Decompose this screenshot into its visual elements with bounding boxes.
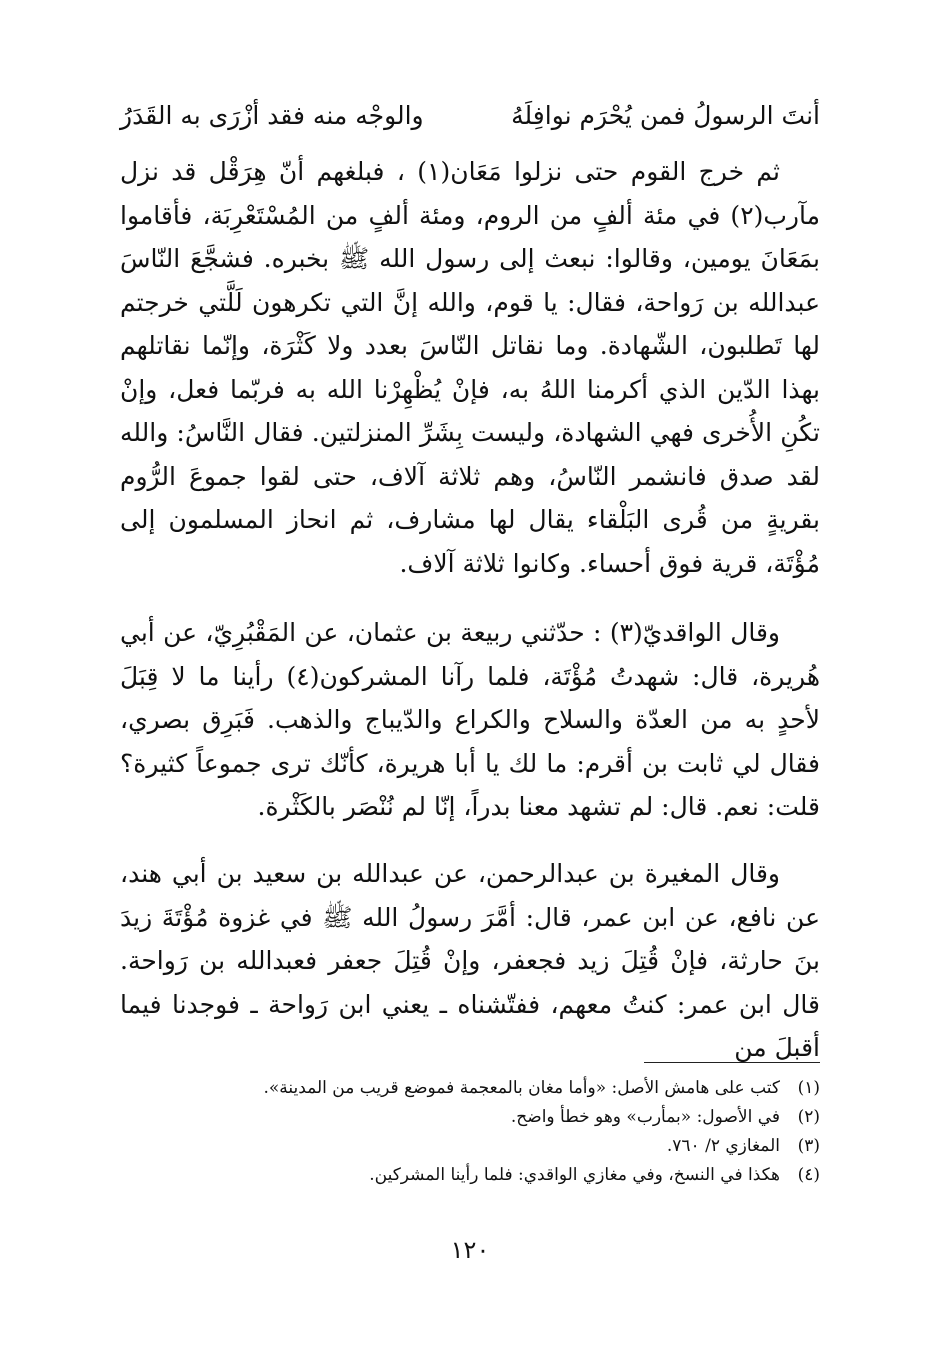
verse-hemistich-1: أنتَ الرسولُ فمن يُحْرَم نوافِلَهُ: [511, 101, 820, 130]
footnote-separator: [644, 1062, 820, 1063]
paragraph-text: وقال المغيرة بن عبدالرحمن، عن عبدالله بن سعيد بن أبي هند، عن نافع، عن ابن عمر، قال: أمَّرَ رسولُ الله ﷺ في غزوة مُؤْتَةَ زيدَ بنَ حارثة، فإنْ قُتِلَ زيد فجعفر، وإنْ قُتِلَ جعفر فعبدالله بن رَواحة. قال ابن عمر: كنتُ معهم، ففتّشناه ـ يعني ابن رَواحة ـ فوجدنا فيما أقبلَ من: [120, 859, 820, 1062]
footnote-number: (١): [797, 1078, 820, 1098]
paragraph-text: وقال الواقديّ(٣) : حدّثني ربيعة بن عثمان، عن المَقْبُرِيّ، عن أبي هُريرة، قال: شهدتُ مُؤْتَة، فلما رآنا المشركون(٤) رأينا ما لا قِبَلَ لأحدٍ به من العدّة والسلاح والكراع والدّيباج والذهب. فَبَرِق بصري، فقال لي ثابت بن أقرم: ما لك يا أبا هريرة، كأنّك ترى جموعاً كثيرة؟ قلت: نعم. قال: لم تشهد معنا بدراً، إنّا لم نُنْصَر بالكَثْرة.: [120, 618, 821, 821]
paragraph-2: [120, 611, 820, 829]
footnote-4: [120, 1161, 820, 1190]
footnote-text: كتب على هامش الأصل: «وأما مغان بالمعجمة فموضع قريب من المدينة».: [263, 1078, 780, 1098]
footnote-text: المغازي ٢/ ٧٦٠.: [666, 1136, 780, 1156]
footnote-text: في الأصول: «بمأرب» وهو خطأ واضح.: [510, 1107, 780, 1127]
verse-hemistich-2: والوجْه منه فقد أزْرَى به القَدَرُ: [120, 101, 424, 130]
footnote-text: هكذا في النسخ، وفي مغازي الواقدي: فلما رأينا المشركين.: [369, 1165, 780, 1185]
footnote-1: [120, 1074, 820, 1103]
paragraph-1: [120, 150, 820, 585]
footnote-number: (٢): [797, 1107, 820, 1127]
footnote-2: [120, 1103, 820, 1132]
footnote-number: (٤): [797, 1165, 820, 1185]
poetry-verse: [120, 92, 820, 140]
paragraph-text: ثم خرج القوم حتى نزلوا مَعَان(١) ، فبلغهم أنّ هِرَقْل قد نزل مآرب(٢) في مئة ألفٍ من الروم، ومئة ألفٍ من المُسْتَعْرِبَة، فأقاموا بمَعَانَ يومين، وقالوا: نبعث إلى رسول الله ﷺ بخبره. فشجَّعَ النّاسَ عبدالله بن رَواحة، فقال: يا قوم، والله إنَّ التي تكرهون لَلَّتي خرجتم لها تَطلبون، الشّهادة. وما نقاتل النّاسَ بعدد ولا كَثْرَة، وإنّما نقاتلهم بهذا الدّين الذي أكرمنا اللهُ به، فإنْ يُظْهِرْنا الله به فربّما فعل، وإنْ تكُنِ الأُخرى فهي الشهادة، وليست بِشَرِّ المنزلتين. فقال النَّاسُ: والله لقد صدق فانشمر النّاسُ، وهم ثلاثة آلاف، حتى لقوا جموعَ الرُّوم بقريةٍ من قُرى البَلْقاء يقال لها مشارف، ثم انحاز المسلمون إلى مُؤْتَة، قرية فوق أحساء. وكانوا ثلاثة آلاف.: [120, 157, 820, 578]
footnotes: [120, 1074, 820, 1190]
page-number: ١٢٠: [450, 1236, 490, 1264]
footnote-number: (٣): [797, 1136, 820, 1156]
footnote-3: [120, 1132, 820, 1161]
paragraph-3: [120, 852, 820, 1070]
